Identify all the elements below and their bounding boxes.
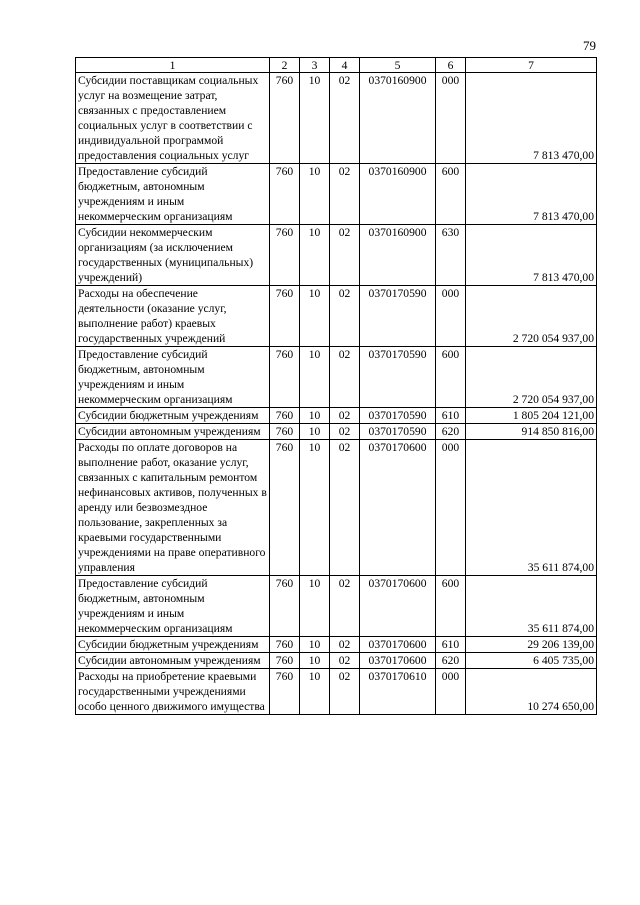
row-col-5: 0370170590 xyxy=(360,424,436,440)
row-col-5: 0370160900 xyxy=(360,225,436,286)
row-col-6: 000 xyxy=(436,669,466,715)
header-col-2: 2 xyxy=(270,58,300,73)
row-amount: 7 813 470,00 xyxy=(466,73,597,164)
row-col-3: 10 xyxy=(300,73,330,164)
header-row xyxy=(76,58,597,73)
table-row xyxy=(76,408,597,424)
table-row xyxy=(76,424,597,440)
row-col-3: 10 xyxy=(300,164,330,225)
row-amount: 7 813 470,00 xyxy=(466,164,597,225)
row-col-3: 10 xyxy=(300,424,330,440)
row-col-6: 000 xyxy=(436,73,466,164)
table-row xyxy=(76,164,597,225)
row-col-6: 620 xyxy=(436,653,466,669)
row-amount: 35 611 874,00 xyxy=(466,440,597,576)
row-col-6: 600 xyxy=(436,347,466,408)
header-col-6: 6 xyxy=(436,58,466,73)
row-col-3: 10 xyxy=(300,669,330,715)
row-col-4: 02 xyxy=(330,424,360,440)
row-amount: 2 720 054 937,00 xyxy=(466,347,597,408)
row-amount: 7 813 470,00 xyxy=(466,225,597,286)
row-col-4: 02 xyxy=(330,576,360,637)
row-amount: 35 611 874,00 xyxy=(466,576,597,637)
row-col-6: 630 xyxy=(436,225,466,286)
row-name: Предоставление субсидий бюджетным, автономным учреждениям и иным некоммерческим организациям xyxy=(76,576,270,637)
row-col-3: 10 xyxy=(300,637,330,653)
row-col-5: 0370170590 xyxy=(360,408,436,424)
row-col-5: 0370170590 xyxy=(360,347,436,408)
row-name: Расходы по оплате договоров на выполнение работ, оказание услуг, связанных с капитальным ремонтом нефинансовых активов, полученных в аренду или безвозмездное пользование, закрепленных за краевыми государственными учреждениями на праве оперативного управления xyxy=(76,440,270,576)
row-col-5: 0370170600 xyxy=(360,653,436,669)
row-col-5: 0370170600 xyxy=(360,576,436,637)
row-amount: 914 850 816,00 xyxy=(466,424,597,440)
row-name: Предоставление субсидий бюджетным, автономным учреждениям и иным некоммерческим организациям xyxy=(76,347,270,408)
row-col-3: 10 xyxy=(300,653,330,669)
row-col-6: 610 xyxy=(436,637,466,653)
row-col-5: 0370170610 xyxy=(360,669,436,715)
table-header xyxy=(76,58,597,73)
table-row xyxy=(76,73,597,164)
row-col-2: 760 xyxy=(270,576,300,637)
row-amount: 1 805 204 121,00 xyxy=(466,408,597,424)
row-name: Субсидии некоммерческим организациям (за исключением государственных (муниципальных) учреждений) xyxy=(76,225,270,286)
row-col-3: 10 xyxy=(300,286,330,347)
row-col-3: 10 xyxy=(300,576,330,637)
row-col-4: 02 xyxy=(330,408,360,424)
row-name: Субсидии бюджетным учреждениям xyxy=(76,637,270,653)
row-col-5: 0370160900 xyxy=(360,164,436,225)
row-col-5: 0370160900 xyxy=(360,73,436,164)
row-col-5: 0370170600 xyxy=(360,440,436,576)
table-row xyxy=(76,576,597,637)
table-row xyxy=(76,669,597,715)
row-col-5: 0370170600 xyxy=(360,637,436,653)
row-col-4: 02 xyxy=(330,669,360,715)
row-name: Расходы на обеспечение деятельности (оказание услуг, выполнение работ) краевых государственных учреждений xyxy=(76,286,270,347)
row-col-4: 02 xyxy=(330,440,360,576)
header-col-5: 5 xyxy=(360,58,436,73)
row-col-3: 10 xyxy=(300,440,330,576)
row-col-2: 760 xyxy=(270,225,300,286)
table-row xyxy=(76,637,597,653)
row-col-6: 600 xyxy=(436,576,466,637)
row-col-4: 02 xyxy=(330,164,360,225)
table-row xyxy=(76,286,597,347)
row-col-3: 10 xyxy=(300,225,330,286)
table-row xyxy=(76,653,597,669)
row-col-4: 02 xyxy=(330,347,360,408)
row-col-3: 10 xyxy=(300,347,330,408)
row-col-2: 760 xyxy=(270,637,300,653)
header-col-7: 7 xyxy=(466,58,597,73)
row-col-6: 620 xyxy=(436,424,466,440)
row-col-3: 10 xyxy=(300,408,330,424)
page-number: 79 xyxy=(583,38,596,53)
row-name: Субсидии поставщикам социальных услуг на возмещение затрат, связанных с предоставлением социальных услуг в соответствии с индивидуальной программой предоставления социальных услуг xyxy=(76,73,270,164)
row-col-2: 760 xyxy=(270,164,300,225)
row-col-4: 02 xyxy=(330,73,360,164)
row-col-2: 760 xyxy=(270,286,300,347)
row-col-2: 760 xyxy=(270,669,300,715)
table-row xyxy=(76,225,597,286)
row-amount: 10 274 650,00 xyxy=(466,669,597,715)
row-name: Субсидии бюджетным учреждениям xyxy=(76,408,270,424)
table-body xyxy=(76,73,597,715)
row-col-4: 02 xyxy=(330,225,360,286)
header-col-3: 3 xyxy=(300,58,330,73)
header-col-4: 4 xyxy=(330,58,360,73)
table-row xyxy=(76,440,597,576)
row-col-2: 760 xyxy=(270,424,300,440)
row-col-2: 760 xyxy=(270,73,300,164)
row-col-4: 02 xyxy=(330,653,360,669)
row-name: Субсидии автономным учреждениям xyxy=(76,653,270,669)
row-name: Расходы на приобретение краевыми государственными учреждениями особо ценного движимого имущества xyxy=(76,669,270,715)
row-col-4: 02 xyxy=(330,286,360,347)
row-amount: 29 206 139,00 xyxy=(466,637,597,653)
row-col-6: 600 xyxy=(436,164,466,225)
row-col-4: 02 xyxy=(330,637,360,653)
row-amount: 6 405 735,00 xyxy=(466,653,597,669)
row-col-6: 000 xyxy=(436,440,466,576)
row-col-2: 760 xyxy=(270,653,300,669)
row-name: Субсидии автономным учреждениям xyxy=(76,424,270,440)
row-amount: 2 720 054 937,00 xyxy=(466,286,597,347)
row-col-2: 760 xyxy=(270,347,300,408)
row-name: Предоставление субсидий бюджетным, автономным учреждениям и иным некоммерческим организациям xyxy=(76,164,270,225)
row-col-5: 0370170590 xyxy=(360,286,436,347)
header-col-1: 1 xyxy=(76,58,270,73)
row-col-6: 000 xyxy=(436,286,466,347)
row-col-2: 760 xyxy=(270,408,300,424)
row-col-6: 610 xyxy=(436,408,466,424)
row-col-2: 760 xyxy=(270,440,300,576)
table-row xyxy=(76,347,597,408)
budget-table xyxy=(75,57,597,715)
